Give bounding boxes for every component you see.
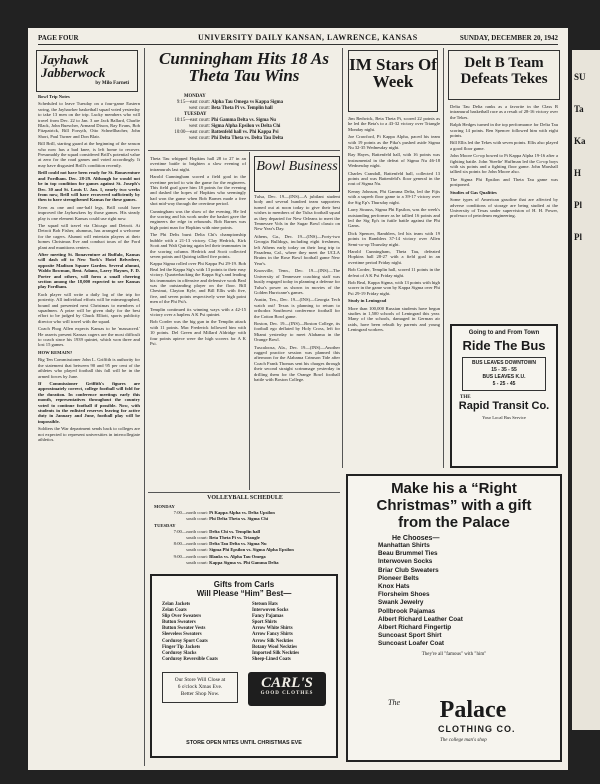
- store-hours-line: Better Shop Now.: [180, 691, 220, 697]
- paragraph: Dick Spencer, Ramblers, led his team with 19 points in Ramblers 37-14 victory over Allen Semi-co-op Thursday night.: [348, 230, 440, 247]
- ad-item: Finger Tip Jackets: [162, 644, 201, 650]
- intramural-schedule: [154, 94, 338, 142]
- subhead: Studies of Gas Qualities: [450, 189, 497, 195]
- ad-item: Arrow White Shirts: [252, 626, 293, 632]
- paragraph: Soldiers the War department sends back to colleges are not expected to represent universities in intercollegiate athletics.: [38, 426, 140, 442]
- paragraph: Big Ten Commissioner John L. Griffith is authority for the statement that between 90 and 95 per cent of the athletes who played football this fall will be in the armed forces by June.: [38, 357, 140, 379]
- paragraph: The Sigma Phi Epsilon and Theta Tau game was postponed.: [450, 176, 558, 188]
- paragraph: Bob Corder was the big gun in the Templin attack with 11 points. Mac Frederick followed him with 10 points. Del Green and Millard Aldridge with four points apiece were the high scorers for A K Psi.: [150, 319, 246, 346]
- palace-head-3: from the Palace: [398, 514, 510, 531]
- schedule-row: west court: Sigma Alpha Epsilon vs Delta Chi: [188, 124, 281, 129]
- bus-tagline: Your Local Bus Service: [482, 415, 526, 420]
- cunningham-headline: Cunningham Hits 18 As Theta Tau Wins: [159, 49, 329, 85]
- carls-head-1: Gifts from Carls: [213, 580, 275, 589]
- schedule-row: south court: Phi Delta Theta vs. Sigma Chi: [186, 516, 269, 522]
- paragraph: Even as one and one-half legs, Brill could have improved the Jayhawkers by those games. His steady play is one element Kansas could use right now.: [38, 204, 140, 221]
- paragraph: Bill Ellis led the Tekes with seven points. Ellis also played a good floor game.: [450, 140, 558, 151]
- strip-fragment: Ka: [574, 136, 586, 146]
- schedule-row: west court: Beta Theta Pi vs. Templin hall: [188, 106, 273, 111]
- ad-item: Briar Club Sweaters: [378, 566, 439, 574]
- bus-times: 15 - 35 - 55: [491, 367, 517, 373]
- paragraph: Kenny Johnson, Phi Gamma Delta, led the Fijis with a superb floor game to a 39-17 victory over the Sig Ep's Thursday night.: [348, 188, 440, 205]
- paragraph: After meeting St. Bonaventure at Buffalo, Kansas will dash off to New York's Hotel Belvedere, opposite Madison Square Garden. Several alumni, Waldo Bowman, Bent. Adams, Larry Haynes, F. D. Porter and others, will form a small cheering section among the 18,000 expected to see Kansas play Fordham.: [38, 251, 140, 290]
- paragraph: Templin continued its winning ways with a 42-15 victory over a hapless A K Psi quintet.: [150, 306, 246, 317]
- adjacent-page-strip: [572, 50, 600, 730]
- carls-ad: [150, 574, 338, 758]
- section-rule: [148, 492, 340, 493]
- ad-item: Sheep-Lined Coats: [252, 656, 291, 662]
- column-rule: [342, 48, 343, 468]
- carls-head-2: Will Please “Him” Best—: [196, 589, 292, 598]
- bus-ad: [450, 324, 558, 468]
- deltb-text: [450, 104, 558, 314]
- paragraph: Each player will write a daily log of the trip for posterity. All individual efforts will be mimeographed, bound and presented next Christmas to members of squadmen. A prize will be given daily for the best effort to be judged by Chuck Elliott, sports publicity director who will travel with the squad.: [38, 291, 140, 324]
- bus-the: THE: [460, 395, 471, 400]
- paragraph: Ralph Hedges turned in the top performance for Delta Tau scoring 14 points. Ben Spencer followed him with eight points.: [450, 122, 558, 139]
- paragraph: The Phi Delts burst Delta Chi's championship bubble with a 21-13 victory. Clay Hedrick, Kirk Scott and Walt Quiring again led their teammates in the scoring column. Hedrick and Scott collected seven points and Quiring tallied five points.: [150, 232, 246, 259]
- palace-slogan: The college man's shop: [440, 738, 487, 743]
- subhead: HOW REMAIN?: [38, 349, 73, 355]
- schedule-row: 10:00—east court: Battenfeld hall vs. Phi Kappa Psi: [174, 130, 279, 135]
- paragraph: The squad will travel via Chicago and Detroit. At Detroit Bob Fisher, alumnus, has arranged a welcome for the cagers. Alumni will entertain players at their homes Christmas Eve and conduct tours of the Ford plant and munitions centers.: [38, 222, 140, 250]
- ad-item: Suncoast Loafer Coat: [378, 640, 445, 648]
- ad-item: Knox Hats: [378, 583, 410, 591]
- paragraph: Athens, Ga., Dec. 19—(INS)—Forty-two Georgia Bulldogs, including eight freshmen, left Athens early today on their long trip to Pasadena, Cal., where they meet the UCLA Bruins in the Rose Bowl football game New Year's.: [254, 233, 340, 266]
- paragraph: Harold Cunningham, Theta Tau, defeated Hopkins hall 28-27 with a field goal in an overtime period Friday night.: [348, 248, 440, 265]
- issue-date: SUNDAY, DECEMBER 20, 1942: [459, 34, 558, 42]
- paragraph: Tulsa, Dec. 19—(INS)—A jubilant student body and several hundred team supporters turned out at noon today to give their best wishes to members of the Tulsa football squad as they departed for New Orleans to meet the Tennessee Vols in the Sugar Bowl classic on New Year's Day.: [254, 194, 340, 232]
- bus-line-1: Going to and From Town: [468, 330, 540, 336]
- paragraph: Bob Corder, Templin hall, scored 11 points in the defeat of A K Psi Friday night.: [348, 267, 440, 278]
- volleyball-title: VOLLEYBALL SCHEDULE: [207, 495, 283, 501]
- palace-name: Palace: [439, 697, 507, 723]
- palace-tagline: They're all "famous" with "him": [421, 651, 487, 657]
- schedule-row: 10:15—east court: Phi Gamma Delta vs. Sigma Nu: [174, 118, 276, 123]
- schedule-row: 7:00—north court: Pi Kappa Alpha vs. Delta Upsilon: [173, 510, 275, 516]
- imstars-head-box: [348, 50, 438, 112]
- ad-item: Suncoast Sport Shirt: [378, 632, 442, 640]
- paragraph: Austin, Tex., Dec. 19—(INS)—Georgia Tech watch out! Texas is planning to return to orthodox Southwest conference football for the Cotton Bowl game.: [254, 297, 340, 319]
- carls-logo-text: CARL'S: [261, 675, 313, 691]
- store-hours-line: 6 o'clock Xmas Eve.: [177, 684, 223, 690]
- paragraph: Joe Crawford, Pi Kappa Alpha, paced his team with 19 points as the Pika's pushed aside Sigma Nu 32-35 Wednesday night.: [348, 134, 440, 151]
- palace-chooses: He Chooses—: [392, 535, 440, 542]
- page-number: PAGE FOUR: [38, 34, 79, 42]
- palace-items: [378, 542, 560, 649]
- paragraph: Theta Tau whipped Hopkins hall 28 to 27 in an overtime battle to brighten a slow evening of intramurals last night.: [150, 156, 246, 172]
- schedule-row: 7:00—north court: Delta Chi vs. Templin hall: [173, 528, 261, 534]
- paragraph: Charles Crandall, Battenfeld hall, collected 13 points and was Battenfeld's floor general in the rout of Sigma Nu.: [348, 170, 440, 187]
- ad-item: Stetson Hats: [252, 602, 278, 607]
- ad-item: Swank Jewelry: [378, 599, 424, 607]
- jayhawk-text: [38, 94, 140, 768]
- strip-fragment: Pl: [574, 200, 582, 210]
- ad-item: Slip Over Sweaters: [162, 614, 202, 620]
- ad-item: Beau Brummel Ties: [378, 550, 438, 558]
- column-title: Jayhawk Jabberwock: [41, 52, 106, 80]
- column-byline: by Milo Farneti: [95, 81, 129, 86]
- schedule-row: 9:00—north court: Blanks vs. Alpha Tau Omega: [173, 553, 266, 559]
- ad-item: Imported Silk Neckties: [252, 650, 300, 656]
- schedule-row: south court: Beta Theta Pi vs. Triangle: [186, 535, 260, 541]
- column-logo-box: [36, 50, 138, 92]
- strip-fragment: Pl: [574, 232, 582, 242]
- schedule-row: south court: Sigma Phi Epsilon vs. Sigma Alpha Epsilon: [186, 547, 294, 553]
- bus-times-title: BUS LEAVES DOWNTOWN: [472, 360, 536, 366]
- section-rule: [148, 150, 340, 151]
- paragraph: Kappa Sigma rolled over Phi Kappa Psi 29-19. Bob Beal led the Kappa Sig's with 13 points to their easy victory. Quarterbacking the Kappa Sig's and leading his teammates in offensive and defensive work Beal was the outstanding player on the floor. Bill Chestnut, Clayton Kyle, and Bill Ellis with five, five, and seven points respectively were high point men of the Phi Psi's.: [150, 261, 246, 305]
- ad-item: Zelan Jackets: [162, 602, 191, 607]
- ad-item: Button Sweater Vests: [162, 626, 206, 632]
- paragraph: Ray Hayes, Battenfeld hall, with 16 points was instrumental in the defeat of Sigma Nu 46-18 Wednesday night.: [348, 152, 440, 169]
- palace-head-1: Make his a “Right: [391, 480, 517, 497]
- schedule-row: south court: Kappa Sigma vs. Phi Gamma Delta: [186, 559, 279, 565]
- paragraph: Cunningham was the show of the evening. He led the scoring and his work under the basket gave the engineers the edge in rebounds. Bob Barnes was high point man for Hopkins with nine points.: [150, 208, 246, 230]
- paragraph: Tuscaloosa, Ala., Dec. 19—(INS)—Another rugged practice session was planned this afternoon for the Alabama Crimson Tide after Coach Frank Thomas sent his charges through their second straight scrimmage yesterday in drilling them for the Orange Bowl football battle with Boston College.: [254, 344, 340, 382]
- carls-logo-sub: GOOD CLOTHES: [260, 691, 314, 696]
- carls-store-hours: [162, 672, 238, 703]
- deltb-headline: Delt B Team Defeats Tekes: [460, 55, 548, 87]
- paragraph: Bill Brill, starting guard at the beginning of the season who now has a bad knee, is left home to recover. Presumably the squad considered Brill's potential value at zero for the road games and voted accordingly. It may have disgusted Brill's condition recently.: [38, 141, 140, 168]
- paragraph: Some types of American gasoline that are affected by adverse conditions of storage are being studied at the University of Texas under supervision of H. H. Power, professor of petroleum engineering.: [450, 197, 558, 219]
- ad-item: Corduroy Reversible Coats: [162, 656, 218, 662]
- ad-item: Corduroy Sport Coats: [162, 638, 208, 644]
- paragraph: If Commissioner Griffith's figures are approximately correct, college football will fold for the duration. In conference meetings early this month, representatives throughout the country voted to continue football if possible. Now, with students in the enlisted reserves leaving for active duty in January and June, football play will be impossible.: [38, 380, 140, 424]
- schedule-day: TUESDAY: [154, 522, 176, 528]
- paragraph: Larry Strauss, Sigma Phi Epsilon, was the week's outstanding performer as he tallied 16 points and led the Sig Ep's in futile battle against the Phi Gams.: [348, 207, 440, 229]
- volleyball-schedule: [154, 504, 340, 566]
- palace-sub: CLOTHING CO.: [438, 724, 516, 734]
- imstars-text: [348, 116, 440, 468]
- schedule-row: west court: Phi Delta Theta vs. Delta Tau Delta: [188, 136, 284, 141]
- ad-item: Sport Shirts: [252, 620, 277, 626]
- carls-footer: STORE OPEN NITES UNTIL CHRISTMAS EVE: [186, 740, 302, 746]
- palace-the: The: [388, 698, 400, 707]
- ad-item: Pollbrook Pajamas: [378, 607, 436, 615]
- bus-company: Rapid Transit Co.: [458, 400, 550, 412]
- strip-fragment: H: [574, 168, 582, 178]
- ad-item: Florsheim Shoes: [378, 591, 430, 599]
- paragraph: Scheduled to leave Tuesday on a four-game Eastern swing, the Jayhawker basketball squad voted yesterday to take 13 men on the trip. Lucky members who will travel from Dec. 22 to Jan. 3 are Jack Ballard, Charlie Black, John Buescher, Armand Dixon, Ray Evans, Bob Fitzpatrick, Bill Forsyth, Otto Schnellbacher, John Short, Paul Turner and Don Blair.: [38, 101, 140, 139]
- palace-ad: [346, 474, 562, 762]
- column-rule: [249, 152, 250, 490]
- ad-item: Botany Wool Neckties: [252, 644, 297, 650]
- masthead: [38, 32, 558, 45]
- ad-item: Albert Richard Fingertip: [378, 624, 452, 632]
- paragraph: Brill could not have been ready for St. Bonaventure and Fordham. Dec. 28-29. Although he would not be in top condition for games against St. Joseph's Dec. 30 and St. Louis U. Jan. 1, nearly two weeks from now, Brill will have recovered sufficiently by then to have strengthened Kansas for these games.: [38, 170, 140, 203]
- paragraph: Harold Cunningham scored a field goal in the overtime period to win the game for the engineers. This field goal gave him 18 points for the evening and dashed the hopes of Hopkins who seemingly had won the game when Bob Barnes made a free shot mid-way through the overtime period.: [150, 174, 246, 207]
- imstars-headline: IM Stars Of Week: [349, 55, 437, 91]
- ad-item: Fancy Pajamas: [252, 614, 284, 620]
- paragraph: Coach Phog Allen expects Kansas to be 'massacred.' He asserts present Kansas cagers are the most difficult to coach since his 1939 quintet, which won three and lost 15 games.: [38, 326, 140, 348]
- column-rule: [443, 48, 444, 468]
- paper-title: UNIVERSITY DAILY KANSAN, LAWRENCE, KANSAS: [198, 33, 418, 42]
- paragraph: Delta Tau Delta ranks as a favorite in the Class B intramural basketball race as a result of 28-16 victory over the Tekes.: [450, 104, 558, 120]
- paragraph: More than 100,000 Russian students have begun studies in 1,500 schools of Leningrad this year. Many of the schools, damaged in German air raids, have been rebuilt by parents and young Leningrad workers.: [348, 305, 440, 333]
- subhead: Study in Leningrad: [348, 298, 387, 304]
- schedule-row: 8:00—north court: Delta Tau Delta vs. Sigma Nu: [173, 541, 267, 547]
- bowl-text: [254, 194, 340, 490]
- paragraph: Knoxville, Tenn., Dec. 19—(INS)—The University of Tennessee coaching staff was busily engaged today in planning a defense for Tulsa's power as shown in movies of the Golden Hurricane's games.: [254, 268, 340, 295]
- strip-fragment: Ta: [574, 104, 584, 114]
- ad-item: Zelan Coats: [162, 608, 187, 614]
- ad-item: Arrow Fancy Shirts: [252, 632, 293, 638]
- column-rule: [144, 48, 145, 766]
- paragraph: Jim Redwick, Beta Theta Pi, scored 22 points as he led the Beta's to a 43-32 victory over Triangle Monday night.: [348, 116, 440, 132]
- ad-item: Interwoven Socks: [378, 558, 433, 566]
- carls-list-left: [162, 602, 242, 663]
- paragraph: Boston, Dec. 19—(INS)—Boston College, its football ego deflated by Holy Cross, left for Miami yesterday to meet Alabama in the Orange Bowl.: [254, 320, 340, 343]
- bus-times: 5 - 25 - 45: [492, 381, 516, 387]
- schedule-day: MONDAY: [154, 504, 175, 509]
- carls-list-right: [252, 602, 332, 663]
- ad-item: Arrow Silk Neckties: [252, 638, 294, 644]
- ad-item: Pioneer Belts: [378, 574, 419, 582]
- ad-item: Interwoven Socks: [252, 608, 289, 614]
- cunningham-text: [150, 156, 246, 490]
- carls-logo: [248, 672, 326, 706]
- paragraph: John Moore Co-op bowed to Pi Kappa Alpha 19-16 after a fighting battle. John 'Steelie' Huffman led the Co-op boys with six points and a fighting floor game. John Marshall tallied six points for John Moore also.: [450, 153, 558, 175]
- ad-item: Button Sweaters: [162, 620, 196, 626]
- schedule-day: MONDAY: [184, 94, 206, 99]
- ad-item: Albert Richard Leather Coat: [378, 615, 463, 623]
- schedule-day: TUESDAY: [184, 112, 207, 117]
- ad-item: Sleeveless Sweaters: [162, 632, 202, 638]
- store-hours-line: Our Store Will Close at: [174, 677, 226, 683]
- paragraph: Bob Beal, Kappa Sigma, with 13 points with high scorer in the game won by Kappa Sigma over Phi Psi 29-19 Friday night.: [348, 279, 440, 296]
- bus-times-box: [462, 357, 546, 391]
- bowl-headline: Bowl Business: [256, 159, 338, 174]
- bus-line-2: Ride The Bus: [462, 338, 546, 353]
- ad-item: Manhattan Shirts: [378, 542, 430, 549]
- schedule-row: 9:15—east court: Alpha Tau Omega vs Kappa Sigma: [176, 100, 284, 105]
- subhead: Bowl Trip Notes: [38, 94, 70, 99]
- bus-times-title: BUS LEAVES K.U.: [482, 374, 526, 380]
- ad-item: Corduroy Slacks: [162, 650, 197, 656]
- deltb-head-box: [448, 50, 560, 100]
- newspaper-page: [28, 28, 568, 770]
- strip-fragment: SU: [574, 72, 586, 82]
- bowl-head-box: [254, 156, 340, 192]
- palace-head-2: Christmas” with a gift: [376, 497, 532, 514]
